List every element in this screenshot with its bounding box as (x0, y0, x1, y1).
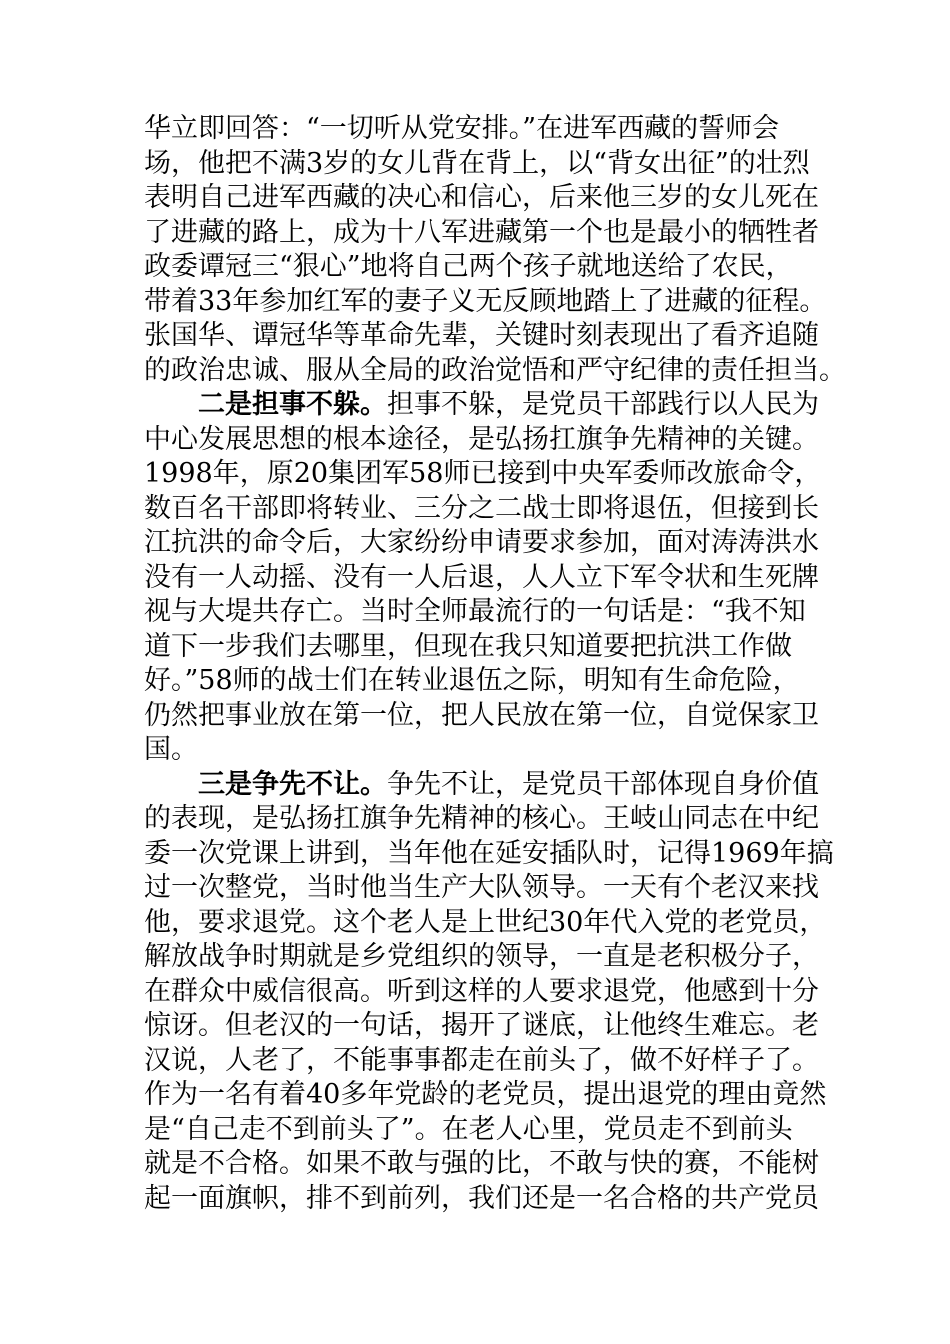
text-line: 过一次整党，当时他当生产大队领导。一天有个老汉来找 (144, 872, 819, 903)
text-line: 了进藏的路上，成为十八军进藏第一个也是最小的牺牲者 (144, 216, 819, 248)
paragraph-start-line (144, 768, 824, 803)
section-heading: 三是争先不让。 (198, 768, 387, 800)
text-line: 视与大堤共存亡。当时全师最流行的一句话是：“我不知 (144, 596, 806, 627)
text-line: 就是不合格。如果不敢与强的比，不敢与快的赛，不能树 (144, 1148, 819, 1179)
text-line: 场，他把不满3岁的女儿背在背上，以“背女出征”的壮烈 (144, 147, 810, 179)
text-span: 争先不让，是党员干部体现自身价值 (387, 768, 819, 800)
text-line: 的表现，是弘扬扛旗争先精神的核心。王岐山同志在中纪 (144, 803, 819, 834)
text-line: 惊讶。但老汉的一句话，揭开了谜底，让他终生难忘。老 (144, 1010, 819, 1041)
text-line: 1998年，原20集团军58师已接到中央军委师改旅命令， (144, 458, 822, 489)
section-heading: 二是担事不躲。 (198, 389, 387, 420)
text-line: 国。 (144, 734, 198, 765)
text-line: 张国华、谭冠华等革命先辈，关键时刻表现出了看齐追随 (144, 320, 819, 351)
text-line: 在群众中威信很高。听到这样的人要求退党，他感到十分 (144, 975, 819, 1007)
text-line: 解放战争时期就是乡党组织的领导，一直是老积极分子， (144, 941, 819, 972)
text-line: 道下一步我们去哪里，但现在我只知道要把抗洪工作做 (144, 630, 792, 662)
text-line: 好。”58师的战士们在转业退伍之际，明知有生命危险， (144, 665, 800, 696)
text-line: 华立即回答：“一切听从党安排。”在进军西藏的誓师会 (144, 113, 780, 144)
text-line: 政委谭冠三“狠心”地将自己两个孩子就地送给了农民， (144, 251, 793, 282)
text-line: 作为一名有着40多年党龄的老党员，提出退党的理由竟然 (144, 1079, 827, 1110)
text-line: 汉说，人老了，不能事事都走在前头了，做不好样子了。 (144, 1044, 819, 1076)
text-line: 的政治忠诚、服从全局的政治觉悟和严守纪律的责任担当。 (144, 354, 846, 386)
text-span: 担事不躲，是党员干部践行以人民为 (387, 389, 819, 420)
text-line: 中心发展思想的根本途径，是弘扬扛旗争先精神的关键。 (144, 423, 819, 455)
text-line: 仍然把事业放在第一位，把人民放在第一位，自觉保家卫 (144, 699, 819, 731)
text-line: 数百名干部即将转业、三分之二战士即将退伍，但接到长 (144, 492, 819, 524)
text-line: 委一次党课上讲到，当年他在延安插队时，记得1969年搞 (144, 837, 834, 869)
text-line: 没有一人动摇、没有一人后退，人人立下军令状和生死牌 (144, 561, 819, 593)
text-line: 是“自己走不到前头了”。在老人心里，党员走不到前头 (144, 1113, 793, 1145)
paragraph-start-line (144, 388, 824, 423)
text-line: 带着33年参加红军的妻子义无反顾地踏上了进藏的征程。 (144, 285, 827, 317)
text-line: 起一面旗帜，排不到前列，我们还是一名合格的共产党员 (144, 1182, 819, 1214)
body-text (144, 112, 846, 1216)
text-line: 江抗洪的命令后，大家纷纷申请要求参加，面对涛涛洪水 (144, 527, 819, 558)
text-line: 表明自己进军西藏的决心和信心，后来他三岁的女儿死在 (144, 182, 819, 213)
text-line: 他，要求退党。这个老人是上世纪30年代入党的老党员， (144, 906, 827, 938)
